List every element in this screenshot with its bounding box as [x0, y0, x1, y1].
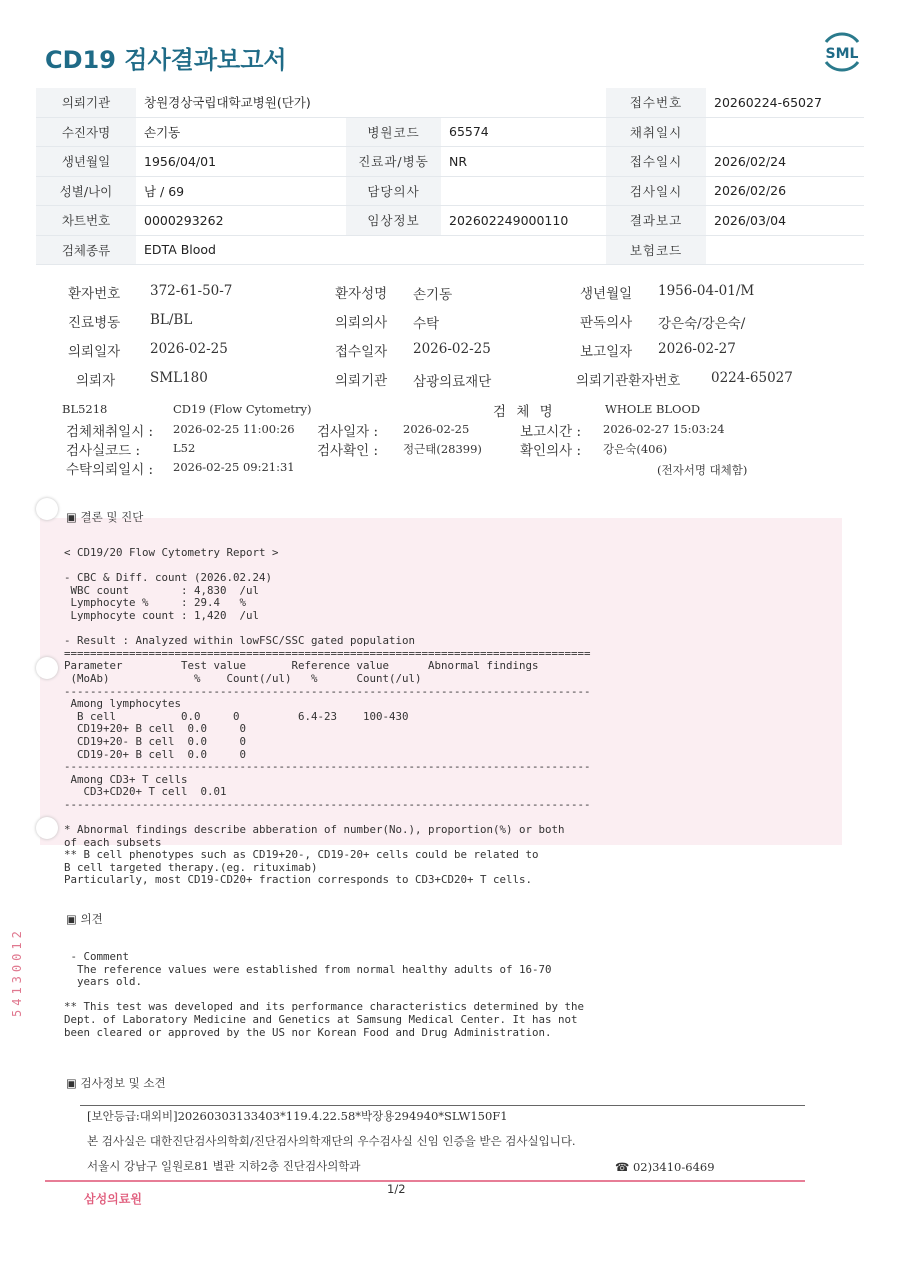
patient-field-label: 생년월일 — [580, 286, 633, 302]
report-time-value: 2026-02-27 15:03:24 — [603, 422, 725, 436]
patient-field-value: 강은숙/강은숙/ — [658, 316, 746, 332]
patient-field-label: 의뢰일자 — [68, 344, 121, 360]
header-value — [706, 235, 864, 265]
specimen-label: 검 체 명 — [493, 404, 556, 420]
patient-field-value: 수탁 — [413, 316, 440, 332]
header-label: 병원코드 — [346, 117, 441, 147]
patient-field-label: 의뢰기관환자번호 — [576, 373, 681, 389]
stamp-number: 54130012 — [10, 927, 24, 1017]
security-line: [보안등급:대외비]20260303133403*119.4.22.58*박장용294940*SLW150F1 — [87, 1109, 508, 1123]
divider-pink — [45, 1180, 805, 1182]
header-value: 65574 — [441, 117, 606, 147]
patient-field-value: 2026-02-27 — [658, 341, 736, 357]
header-value: 2026/02/26 — [706, 176, 864, 206]
patient-field-value: 손기동 — [413, 287, 453, 303]
patient-field-value: 삼광의료재단 — [413, 374, 492, 390]
sml-logo — [818, 28, 866, 76]
header-label: 생년월일 — [36, 147, 136, 177]
patient-field-label: 판독의사 — [580, 315, 633, 331]
header-label: 접수일시 — [606, 147, 706, 177]
page-title: CD19 검사결과보고서 — [45, 46, 287, 74]
patient-field-label: 의뢰기관 — [335, 373, 388, 389]
header-value — [441, 88, 606, 117]
punch-hole — [36, 498, 58, 520]
header-row — [36, 117, 864, 147]
section-conclusion: ▣ 결론 및 진단 — [66, 510, 144, 524]
specimen-value: WHOLE BLOOD — [605, 402, 701, 416]
patient-field-label: 접수일자 — [335, 344, 388, 360]
test-name: CD19 (Flow Cytometry) — [173, 402, 312, 416]
patient-field-value: 372-61-50-7 — [150, 283, 233, 299]
room-value: L52 — [173, 441, 196, 455]
patient-field-value: SML180 — [150, 370, 208, 386]
patient-field-value: 1956-04-01/M — [658, 283, 755, 299]
header-label: 성별/나이 — [36, 176, 136, 206]
punch-hole — [36, 817, 58, 839]
header-label: 진료과/병동 — [346, 147, 441, 177]
header-label: 수진자명 — [36, 117, 136, 147]
header-label: 의뢰기관 — [36, 88, 136, 117]
header-label — [346, 235, 441, 265]
header-row — [36, 176, 864, 206]
header-row — [36, 88, 864, 117]
header-value: 창원경상국립대학교병원(단가) — [136, 88, 346, 117]
report-time-label: 보고시간 : — [520, 424, 582, 440]
header-info-table — [36, 88, 864, 265]
header-label — [346, 88, 441, 117]
patient-field-value: 0224-65027 — [711, 370, 793, 386]
patient-field-label: 진료병동 — [68, 315, 121, 331]
lab-phone: ☎ 02)3410-6469 — [615, 1160, 715, 1174]
scanned-report — [10, 262, 852, 1222]
flow-cytometry-report: < CD19/20 Flow Cytometry Report > - CBC & Diff. count (2026.02.24) WBC count : 4,830 /ul Lymphocyte % : 29.4 % Lymphocyte count : 1,420 /ul - Result : Analyzed within lowFSC/SSC gated population ================================================================================= Parameter Test value Reference value Abnormal findings (MoAb) % Count(/ul) % Count(/ul) --------------------------------------------------------------------------------- Among lymphocytes B cell 0.0 0 6.4-23 100-430 CD19+20+ B cell 0.0 0 CD19+20- B cell 0.0 0 CD19-20+ B cell 0.0 0 --------------------------------------------------------------------------------- Among CD3+ T cells CD3+CD20+ T cell 0.01 --------------------------------------------------------------------------------- * Abnormal findings describe abberation of number(No.), proportion(%) or both of each subsets ** B cell phenotypes such as CD19+20-, CD19-20+ cells could be related to B cell targeted therapy.(eg. rituximab) Particularly, most CD19-CD20+ fraction corresponds to CD3+CD20+ T cells. — [64, 546, 591, 887]
patient-field-label: 의뢰의사 — [335, 315, 388, 331]
header-value — [441, 235, 606, 265]
header-value: 남 / 69 — [136, 176, 346, 206]
header-value: 20260224-65027 — [706, 88, 864, 117]
header-row — [36, 235, 864, 265]
header-label: 채취일시 — [606, 117, 706, 147]
page-number: 1/2 — [387, 1182, 406, 1196]
header-value: 2026/03/04 — [706, 206, 864, 236]
test-code: BL5218 — [62, 402, 108, 416]
divider-top — [80, 1105, 805, 1106]
header-row — [36, 206, 864, 236]
exam-date-label: 검사일자 : — [317, 424, 379, 440]
hospital-name: 삼성의료원 — [84, 1192, 142, 1206]
header-row — [36, 147, 864, 177]
confirm-label: 검사확인 : — [317, 443, 379, 459]
header-label: 차트번호 — [36, 206, 136, 236]
logo-text: SML — [825, 46, 859, 62]
header-value: 손기동 — [136, 117, 346, 147]
header-value: 202602249000110 — [441, 206, 606, 236]
header-label: 담당의사 — [346, 176, 441, 206]
header-value: NR — [441, 147, 606, 177]
exam-date-value: 2026-02-25 — [403, 422, 470, 436]
request-value: 2026-02-25 09:21:31 — [173, 460, 295, 474]
section-opinion: ▣ 의견 — [66, 912, 103, 926]
header-value: 2026/02/24 — [706, 147, 864, 177]
room-label: 검사실코드 : — [66, 443, 141, 459]
patient-field-label: 보고일자 — [580, 344, 633, 360]
patient-field-value: 2026-02-25 — [150, 341, 228, 357]
header-label: 접수번호 — [606, 88, 706, 117]
punch-hole — [36, 657, 58, 679]
header-label: 검사일시 — [606, 176, 706, 206]
patient-field-label: 환자성명 — [335, 286, 388, 302]
certification-text: 본 검사실은 대한진단검사의학회/진단검사의학재단의 우수검사실 신임 인증을 받은 검사실입니다. — [87, 1134, 576, 1148]
header-label: 검체종류 — [36, 235, 136, 265]
patient-field-value: BL/BL — [150, 312, 193, 328]
confirm-value: 정근태(28399) — [403, 442, 482, 456]
request-label: 수탁의뢰일시 : — [66, 462, 154, 478]
collect-label: 검체채취일시 : — [66, 424, 154, 440]
header-value — [441, 176, 606, 206]
lab-address: 서울시 강남구 일원로81 별관 지하2층 진단검사의학과 — [87, 1159, 361, 1173]
header-value: 1956/04/01 — [136, 147, 346, 177]
header-label: 결과보고 — [606, 206, 706, 236]
esign-note: (전자서명 대체함) — [657, 463, 748, 477]
doctor-label: 확인의사 : — [520, 443, 582, 459]
patient-field-label: 환자번호 — [68, 286, 121, 302]
header-label: 임상정보 — [346, 206, 441, 236]
header-value: 0000293262 — [136, 206, 346, 236]
patient-field-value: 2026-02-25 — [413, 341, 491, 357]
doctor-value: 강은숙(406) — [603, 442, 668, 456]
section-test-info: ▣ 검사정보 및 소견 — [66, 1076, 166, 1090]
header-value — [706, 117, 864, 147]
collect-value: 2026-02-25 11:00:26 — [173, 422, 295, 436]
patient-field-label: 의뢰자 — [76, 373, 116, 389]
opinion-comment: - Comment The reference values were established from normal healthy adults of 16-70 years old. ** This test was developed and its performance characteristics determined by the Dept. of Laboratory Medicine and Genetics at Samsung Medical Center. It has not been cleared or approved by the US nor Korean Food and Drug Administration. — [64, 950, 585, 1039]
header-label: 보험코드 — [606, 235, 706, 265]
header-value: EDTA Blood — [136, 235, 346, 265]
